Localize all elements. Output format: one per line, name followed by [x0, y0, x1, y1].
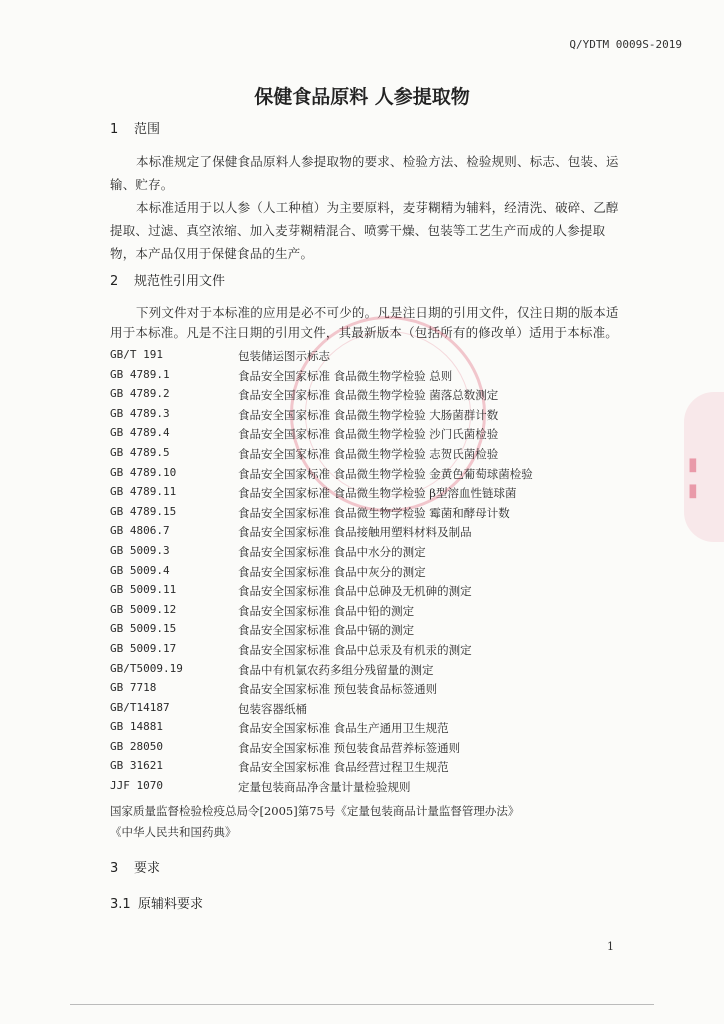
references-list — [110, 348, 630, 799]
reference-code: GB 4789.1 — [110, 367, 170, 381]
page-number: 1 — [607, 940, 614, 953]
section-1-heading — [110, 118, 160, 137]
reference-code: GB 4789.11 — [110, 485, 177, 499]
reference-row — [110, 701, 630, 721]
reference-row — [110, 544, 630, 564]
reference-row — [110, 407, 630, 427]
section-number: 1 — [110, 122, 119, 137]
reference-code: GB 31621 — [110, 759, 163, 773]
document-title: 保健食品原料 人参提取物 — [254, 86, 470, 108]
scope-paragraph-1: 本标准规定了保健食品原料人参提取物的要求、检验方法、检验规则、标志、包装、运输、贮存。 — [110, 154, 619, 192]
reference-code: GB 14881 — [110, 720, 163, 734]
section-title: 范围 — [134, 122, 161, 137]
section-title: 要求 — [134, 861, 161, 876]
reference-row — [110, 642, 630, 662]
reference-code: GB 5009.11 — [110, 583, 177, 597]
reference-title: 食品安全国家标准 食品中总砷及无机砷的测定 — [238, 584, 472, 599]
reference-title: 食品安全国家标准 食品中水分的测定 — [238, 544, 426, 559]
scope-paragraph-2: 本标准适用于以人参（人工种植）为主要原料，麦芽糊精为辅料，经清洗、破碎、乙醇提取、过滤、真空浓缩、加入麦芽糊精混合、喷雾干燥、包装等工艺生产而成的人参提取物，本产品仅用于保健食品的生产。 — [110, 200, 619, 261]
reference-title: 食品安全国家标准 食品中总汞及有机汞的测定 — [238, 642, 472, 657]
reference-row — [110, 759, 630, 779]
standard-code: Q/YDTM 0009S-2019 — [569, 38, 682, 51]
reference-code: GB 4789.2 — [110, 387, 170, 401]
edge-stamp-mark: ▮ ▮ — [688, 454, 698, 501]
reference-title: 定量包装商品净含量计量检验规则 — [238, 780, 411, 795]
reference-code: GB 4789.10 — [110, 465, 177, 479]
reference-code: GB/T14187 — [110, 700, 170, 714]
section-number: 3 — [110, 861, 119, 876]
reference-title: 食品安全国家标准 预包装食品标签通则 — [238, 682, 438, 697]
reference-row — [110, 720, 630, 740]
reference-row — [110, 622, 630, 642]
section-number: 2 — [110, 274, 119, 289]
reference-title: 包装容器纸桶 — [238, 701, 307, 716]
footer-rule — [70, 1004, 654, 1005]
section-title: 规范性引用文件 — [134, 274, 226, 289]
reference-title: 食品安全国家标准 食品中铅的测定 — [238, 603, 415, 618]
reference-code: JJF 1070 — [110, 779, 163, 793]
reference-title: 食品安全国家标准 食品中镉的测定 — [238, 623, 415, 638]
reference-code: GB 5009.3 — [110, 543, 170, 557]
reference-title: 食品安全国家标准 食品生产通用卫生规范 — [238, 721, 449, 736]
section-3-1-heading — [110, 893, 203, 912]
reference-row — [110, 348, 630, 368]
section-number: 3.1 — [110, 897, 131, 912]
reference-title: 食品安全国家标准 食品微生物学检验 沙门氏菌检验 — [238, 427, 499, 442]
reference-title: 食品安全国家标准 食品经营过程卫生规范 — [238, 760, 449, 775]
reference-row — [110, 485, 630, 505]
reference-title: 食品安全国家标准 食品微生物学检验 大肠菌群计数 — [238, 407, 499, 422]
reference-code: GB 4806.7 — [110, 524, 170, 538]
reference-code: GB 5009.17 — [110, 641, 177, 655]
reference-code: GB 4789.3 — [110, 406, 170, 420]
reference-row — [110, 368, 630, 388]
section-title: 原辅料要求 — [138, 897, 204, 912]
reference-title: 食品安全国家标准 食品接触用塑料材料及制品 — [238, 525, 472, 540]
section-2-heading — [110, 270, 225, 289]
reference-title: 食品中有机氯农药多组分残留量的测定 — [238, 662, 434, 677]
reference-row — [110, 662, 630, 682]
reference-row — [110, 387, 630, 407]
reference-row — [110, 505, 630, 525]
reference-row — [110, 466, 630, 486]
reference-title: 食品安全国家标准 食品微生物学检验 金黄色葡萄球菌检验 — [238, 466, 533, 481]
reference-code: GB 4789.15 — [110, 504, 177, 518]
reference-row — [110, 583, 630, 603]
reference-title: 食品安全国家标准 食品微生物学检验 β型溶血性链球菌 — [238, 486, 517, 501]
reference-title: 食品安全国家标准 食品微生物学检验 霉菌和酵母计数 — [238, 505, 510, 520]
reference-extra-2: 《中华人民共和国药典》 — [110, 825, 237, 839]
references-intro: 下列文件对于本标准的应用是必不可少的。凡是注日期的引用文件，仅注日期的版本适用于本标准。凡是不注日期的引用文件，其最新版本（包括所有的修改单）适用于本标准。 — [110, 305, 619, 340]
reference-row — [110, 740, 630, 760]
reference-code: GB 4789.5 — [110, 445, 170, 459]
reference-row — [110, 524, 630, 544]
reference-row — [110, 681, 630, 701]
reference-row — [110, 564, 630, 584]
reference-title: 食品安全国家标准 食品微生物学检验 志贺氏菌检验 — [238, 446, 499, 461]
reference-row — [110, 779, 630, 799]
reference-code: GB/T5009.19 — [110, 661, 183, 675]
section-3-heading — [110, 857, 160, 876]
reference-title: 食品安全国家标准 食品中灰分的测定 — [238, 564, 426, 579]
reference-title: 食品安全国家标准 预包装食品营养标签通则 — [238, 740, 461, 755]
reference-code: GB 4789.4 — [110, 426, 170, 440]
reference-title: 食品安全国家标准 食品微生物学检验 菌落总数测定 — [238, 388, 499, 403]
reference-row — [110, 446, 630, 466]
reference-extra-1: 国家质量监督检验检疫总局令[2005]第75号《定量包装商品计量监督管理办法》 — [110, 804, 520, 818]
reference-title: 包装储运图示标志 — [238, 349, 330, 363]
reference-row — [110, 603, 630, 623]
reference-code: GB/T 191 — [110, 348, 163, 361]
reference-row — [110, 426, 630, 446]
reference-code: GB 5009.4 — [110, 563, 170, 577]
reference-code: GB 5009.12 — [110, 602, 177, 616]
reference-code: GB 5009.15 — [110, 622, 177, 636]
reference-code: GB 7718 — [110, 681, 157, 695]
edge-stamp — [684, 392, 724, 542]
reference-code: GB 28050 — [110, 739, 163, 753]
reference-title: 食品安全国家标准 食品微生物学检验 总则 — [238, 368, 453, 383]
